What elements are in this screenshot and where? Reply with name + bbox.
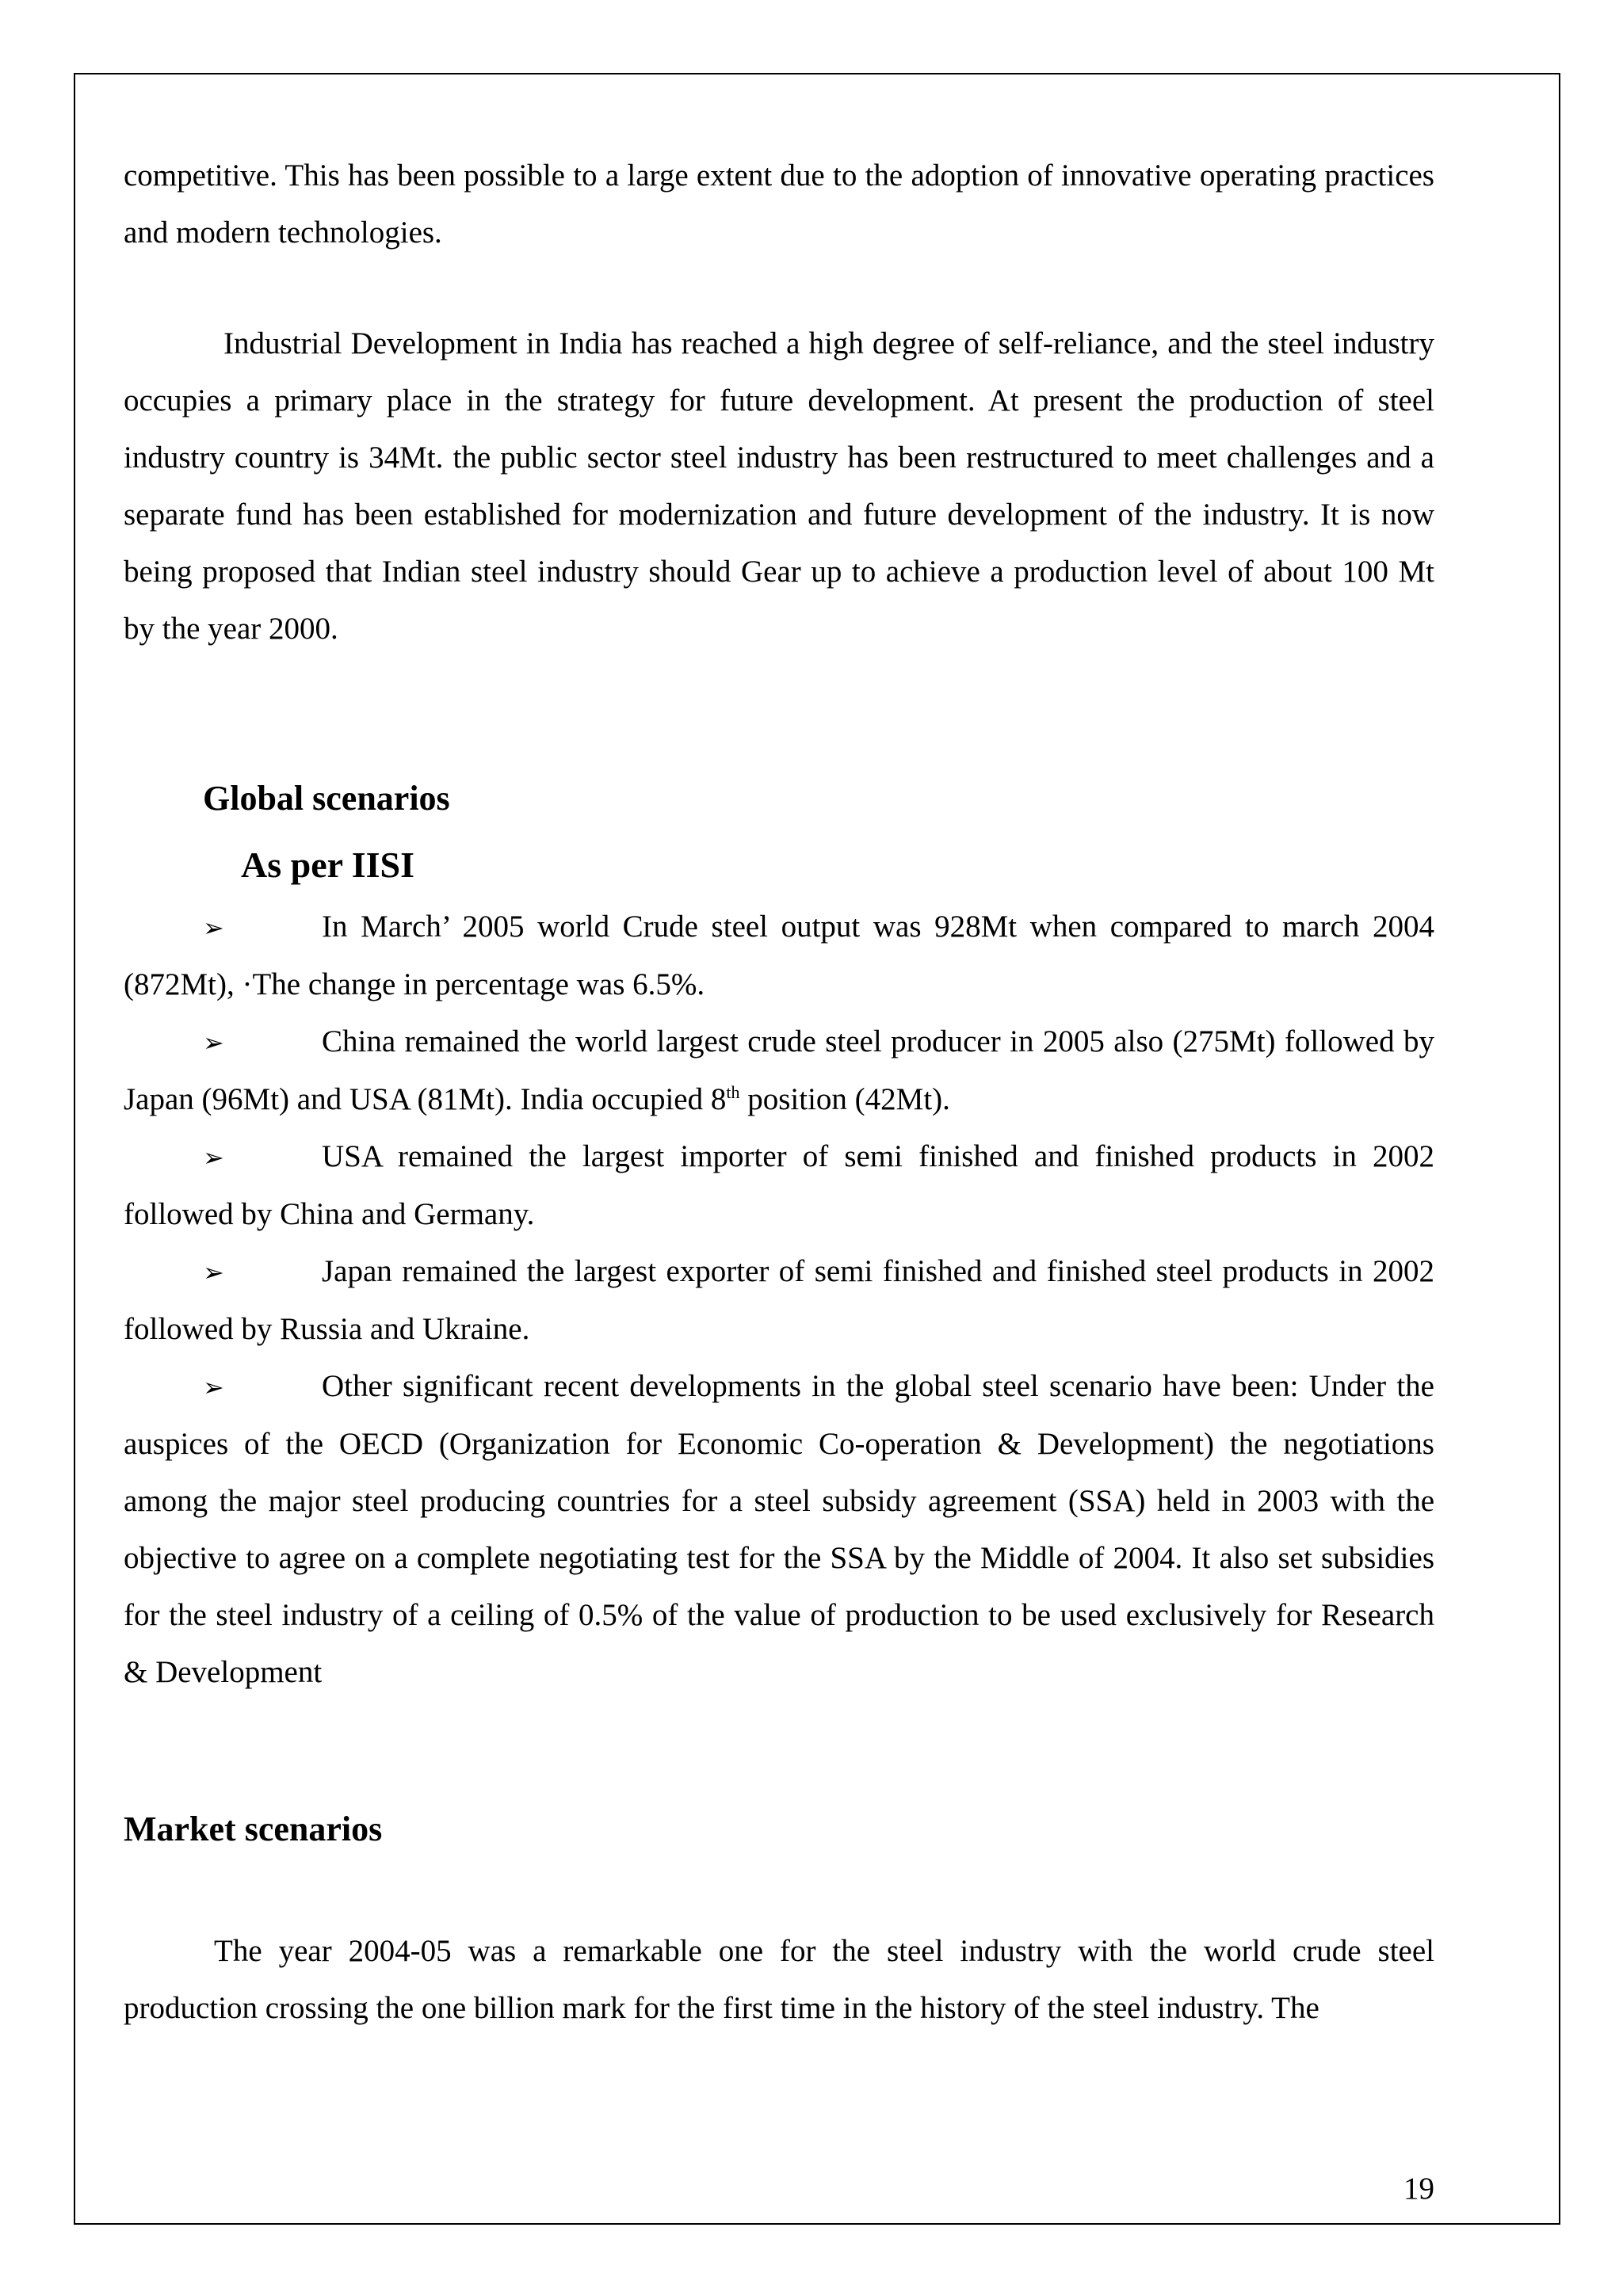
arrow-bullet-icon: ➢ bbox=[203, 1372, 224, 1402]
section-heading-global-scenarios: Global scenarios bbox=[203, 779, 450, 818]
intro-paragraph-2: Industrial Development in India has reached a high degree of self-reliance, and the steel industry occupies a primary place in the strategy for future development. At present the production of steel industry country is 34Mt. the public sector steel industry has been restructured to meet challenges and a separate fund has been established for modernization and future development of the industry. It is now being proposed that Indian steel industry should Gear up to achieve a production level of about 100 Mt by the year 2000. bbox=[124, 326, 1434, 646]
arrow-bullet-icon: ➢ bbox=[203, 1142, 224, 1173]
list-item bbox=[124, 1128, 1434, 1243]
list-item bbox=[124, 1358, 1434, 1701]
arrow-bullet-icon: ➢ bbox=[203, 913, 224, 943]
list-item-text: In March’ 2005 world Crude steel output was 928Mt when compared to march 2004 (872Mt), ·The change in percentage was 6.5%. bbox=[124, 910, 1434, 1001]
document-body bbox=[124, 147, 1434, 2037]
list-item-text: China remained the world largest crude steel producer in 2005 also (275Mt) followed by Japan (96Mt) and USA (81Mt). India occupied 8 bbox=[124, 1024, 1434, 1116]
list-item-text: USA remained the largest importer of semi finished and finished products in 2002 followed by China and Germany. bbox=[124, 1139, 1434, 1231]
list-item-text: Japan remained the largest exporter of semi finished and finished steel products in 2002 followed by Russia and Ukraine. bbox=[124, 1254, 1434, 1346]
subheading-as-per-iisi: As per IISI bbox=[241, 845, 414, 885]
list-item-text-tail: position (42Mt). bbox=[739, 1082, 950, 1116]
list-item bbox=[124, 898, 1434, 1013]
section-heading-market-scenarios: Market scenarios bbox=[124, 1810, 383, 1848]
list-item bbox=[124, 1013, 1434, 1128]
superscript-th: th bbox=[726, 1082, 740, 1102]
intro-paragraph-1: competitive. This has been possible to a large extent due to the adoption of innovative operating practices and modern technologies. bbox=[124, 158, 1434, 250]
list-item-text: Other significant recent developments in the global steel scenario have been: Under the auspices of the OECD (Organization for Economic Co-operation & Development) the negotiations among the major steel producing countries for a steel subsidy agreement (SSA) held in 2003 with the objective to agree on a complete negotiating test for the SSA by the Middle of 2004. It also set subsidies for the steel industry of a ceiling of 0.5% of the value of production to be used exclusively for Research & Development bbox=[124, 1369, 1434, 1689]
page-number: 19 bbox=[1403, 2172, 1434, 2206]
market-paragraph-1: The year 2004-05 was a remarkable one for the steel industry with the world crude steel production crossing the one billion mark for the first time in the history of the steel industry. The bbox=[124, 1934, 1434, 2025]
list-item bbox=[124, 1243, 1434, 1358]
arrow-bullet-icon: ➢ bbox=[203, 1028, 224, 1058]
arrow-bullet-icon: ➢ bbox=[203, 1257, 224, 1287]
